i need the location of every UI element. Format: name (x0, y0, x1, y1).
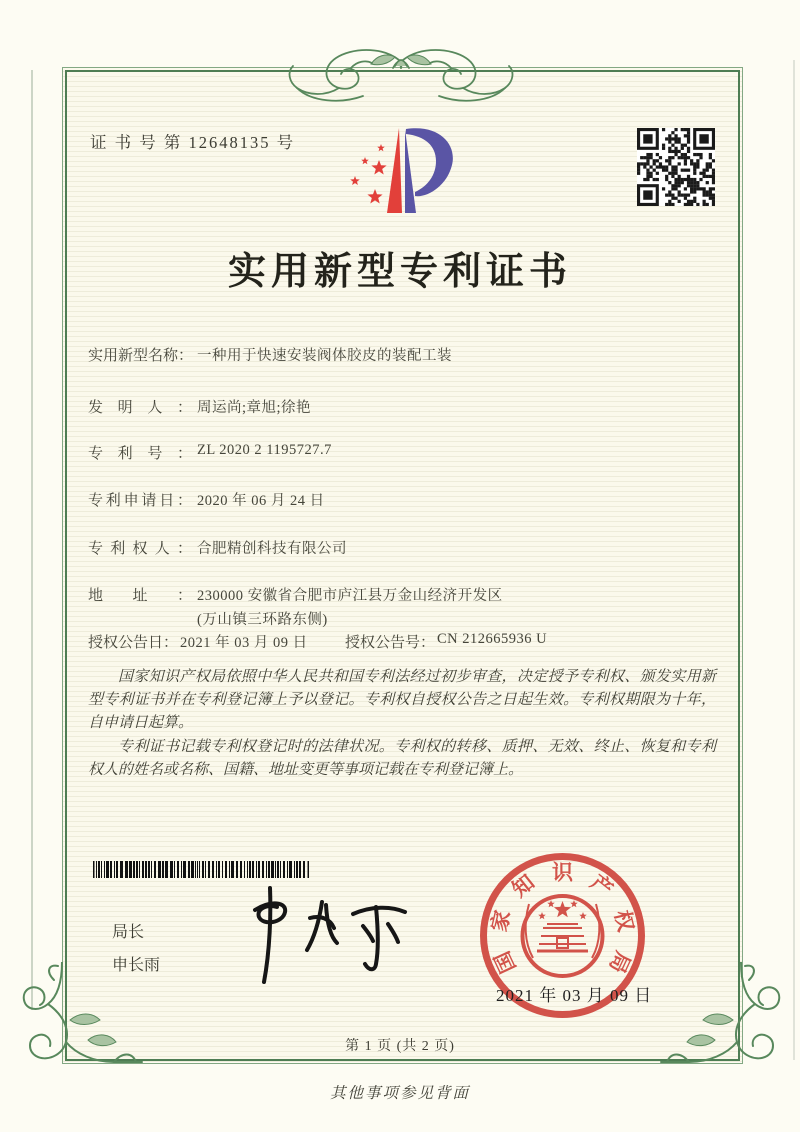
back-side-note: 其他事项参见背面 (329, 1085, 470, 1102)
certificate-number: 证 书 号 第 12648135 号 (90, 133, 296, 152)
grant-date-row (88, 631, 308, 652)
logo-blade-red (387, 128, 402, 213)
field-row-address (88, 584, 522, 632)
seal-date: 2021 年 03 月 09 日 (496, 986, 653, 1005)
page-number: 第 1 页 (共 2 页) (345, 1039, 455, 1054)
field-value: 合肥精创科技有限公司 (197, 541, 347, 557)
field-label: 发明人： (88, 400, 192, 416)
grant-date-label: 授权公告日： (88, 635, 179, 651)
svg-text:权: 权 (609, 907, 639, 934)
paragraph-register-statement: 专利证书记载专利权登记时的法律状况。专利权的转移、质押、无效、终止、恢复和专利权人的姓名或名称、国籍、地址变更等事项记载在专利登记簿上。 (88, 739, 716, 778)
cnipa-logo-icon (342, 116, 462, 218)
certificate-title: 实用新型专利证书 (227, 251, 572, 293)
svg-text:局: 局 (604, 947, 636, 977)
field-row-patentee (88, 537, 347, 558)
top-flourish-ornament (281, 44, 521, 108)
field-row-name (88, 344, 452, 365)
svg-text:产: 产 (586, 870, 618, 902)
qr-code (637, 128, 715, 206)
field-label: 专利申请日： (88, 493, 192, 509)
commissioner-title: 局长 (112, 924, 145, 941)
svg-text:国: 国 (489, 947, 521, 977)
field-row-filing-date (88, 489, 325, 510)
field-value: 周运尚;章旭;徐艳 (197, 400, 312, 416)
field-value: 一种用于快速安装阀体胶皮的装配工装 (197, 348, 452, 364)
field-row-inventors (88, 396, 311, 417)
grant-number-label: 授权公告号： (345, 635, 436, 651)
grant-number-value: CN 212665936 U (437, 631, 548, 647)
national-emblem-icon (523, 896, 603, 976)
barcode (93, 861, 311, 878)
field-value: ZL 2020 2 1195727.7 (197, 442, 332, 458)
svg-text:家: 家 (486, 907, 516, 934)
field-label: 专利权人： (88, 541, 192, 557)
svg-text:知: 知 (507, 870, 539, 902)
field-value: 2020 年 06 月 24 日 (197, 493, 325, 509)
grant-number-row (345, 631, 547, 652)
commissioner-name: 申长雨 (112, 957, 161, 974)
logo-p-blue (405, 128, 453, 213)
grant-date-value: 2021 年 03 月 09 日 (180, 635, 308, 651)
field-label: 实用新型名称： (88, 348, 194, 364)
signature-shen-changyu (225, 878, 420, 990)
svg-text:识: 识 (552, 860, 573, 885)
logo-stars-icon (350, 144, 386, 204)
scan-edge-right (793, 60, 795, 1060)
field-value: 230000 安徽省合肥市庐江县万金山经济开发区(万山镇三环路东侧) (197, 588, 503, 628)
field-label: 专利号： (88, 446, 192, 462)
paragraph-grant-statement: 国家知识产权局依照中华人民共和国专利法经过初步审查，决定授予专利权、颁发实用新型专利证书并在专利登记簿上予以登记。专利权自授权公告之日起生效。专利权期限为十年，自申请日起算。 (88, 669, 716, 731)
legal-paragraphs (88, 666, 716, 783)
scan-edge-left (31, 70, 33, 1010)
field-label: 地址： (88, 588, 192, 604)
field-row-patent-number (88, 442, 332, 463)
